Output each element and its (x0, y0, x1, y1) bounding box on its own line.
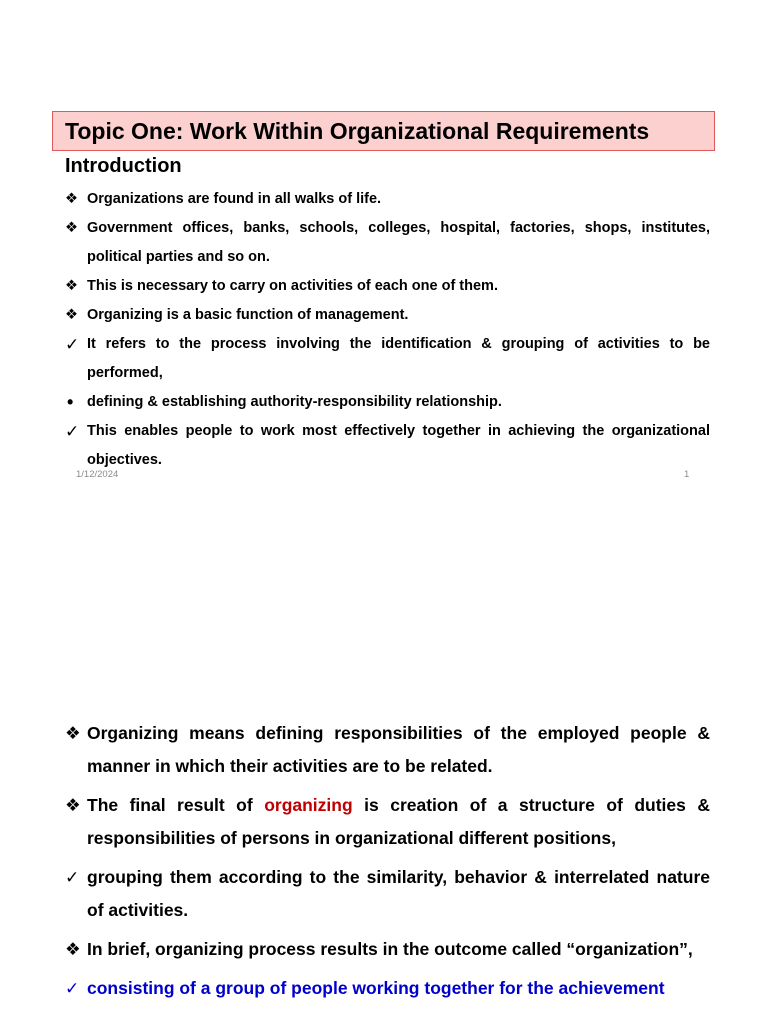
diamond-bullet-icon: ❖ (65, 795, 81, 815)
slide-number: 1 (684, 469, 690, 480)
bullet-list (65, 185, 710, 475)
checkmark-icon: ✓ (65, 335, 80, 354)
list-item (65, 301, 710, 330)
list-item (65, 272, 710, 301)
list-item (65, 417, 710, 475)
slide-title: Topic One: Work Within Organizational Requirements (52, 111, 715, 151)
list-item (65, 861, 710, 927)
diamond-bullet-icon: ❖ (65, 939, 81, 959)
diamond-bullet-icon: ❖ (65, 191, 78, 207)
list-item (65, 789, 710, 855)
bullet-text: Organizing is a basic function of management. (87, 307, 409, 323)
checkmark-icon: ✓ (65, 422, 80, 441)
bullet-list (65, 717, 710, 1011)
bullet-text: grouping them according to the similarity, behavior & interrelated nature of activities. (87, 867, 710, 920)
bullet-text: This enables people to work most effectively together in achieving the organizational objectives. (87, 423, 710, 468)
list-item (65, 214, 710, 272)
diamond-bullet-icon: ❖ (65, 307, 78, 323)
bullet-text: consisting of a group of people working together for the achievement (87, 978, 665, 998)
checkmark-icon: ✓ (65, 868, 80, 887)
bullet-text: defining & establishing authority-responsibility relationship. (87, 394, 502, 410)
list-item (65, 933, 710, 966)
list-item (65, 972, 710, 1005)
slide-2 (0, 700, 768, 1024)
bullet-text (87, 789, 710, 855)
list-item (65, 388, 710, 417)
slide-1 (0, 0, 768, 500)
bullet-text: This is necessary to carry on activities of each one of them. (87, 278, 498, 294)
list-item (65, 185, 710, 214)
bullet-text-before: The final result of (87, 795, 265, 815)
bullet-text: It refers to the process involving the identification & grouping of activities to be performed, (87, 336, 710, 381)
diamond-bullet-icon: ❖ (65, 220, 78, 236)
bullet-text: In brief, organizing process results in the outcome called “organization”, (87, 939, 693, 959)
bullet-text: Organizations are found in all walks of life. (87, 191, 382, 207)
diamond-bullet-icon: ❖ (65, 723, 81, 743)
diamond-bullet-icon: ❖ (65, 278, 78, 294)
bullet-text-after: is creation of a structure of duties & responsibilities of persons in organizational different positions, (87, 795, 710, 848)
intro-heading: Introduction (65, 155, 182, 177)
list-item (65, 330, 710, 388)
bullet-text: Government offices, banks, schools, colleges, hospital, factories, shops, institutes, political parties and so on. (87, 220, 710, 265)
highlighted-term: organizing (264, 795, 353, 815)
slide-date: 1/12/2024 (76, 469, 119, 480)
checkmark-icon: ✓ (65, 979, 80, 998)
dot-bullet-icon: • (67, 392, 74, 412)
list-item (65, 717, 710, 783)
bullet-text: Organizing means defining responsibilities of the employed people & manner in which their activities are to be related. (87, 723, 710, 776)
